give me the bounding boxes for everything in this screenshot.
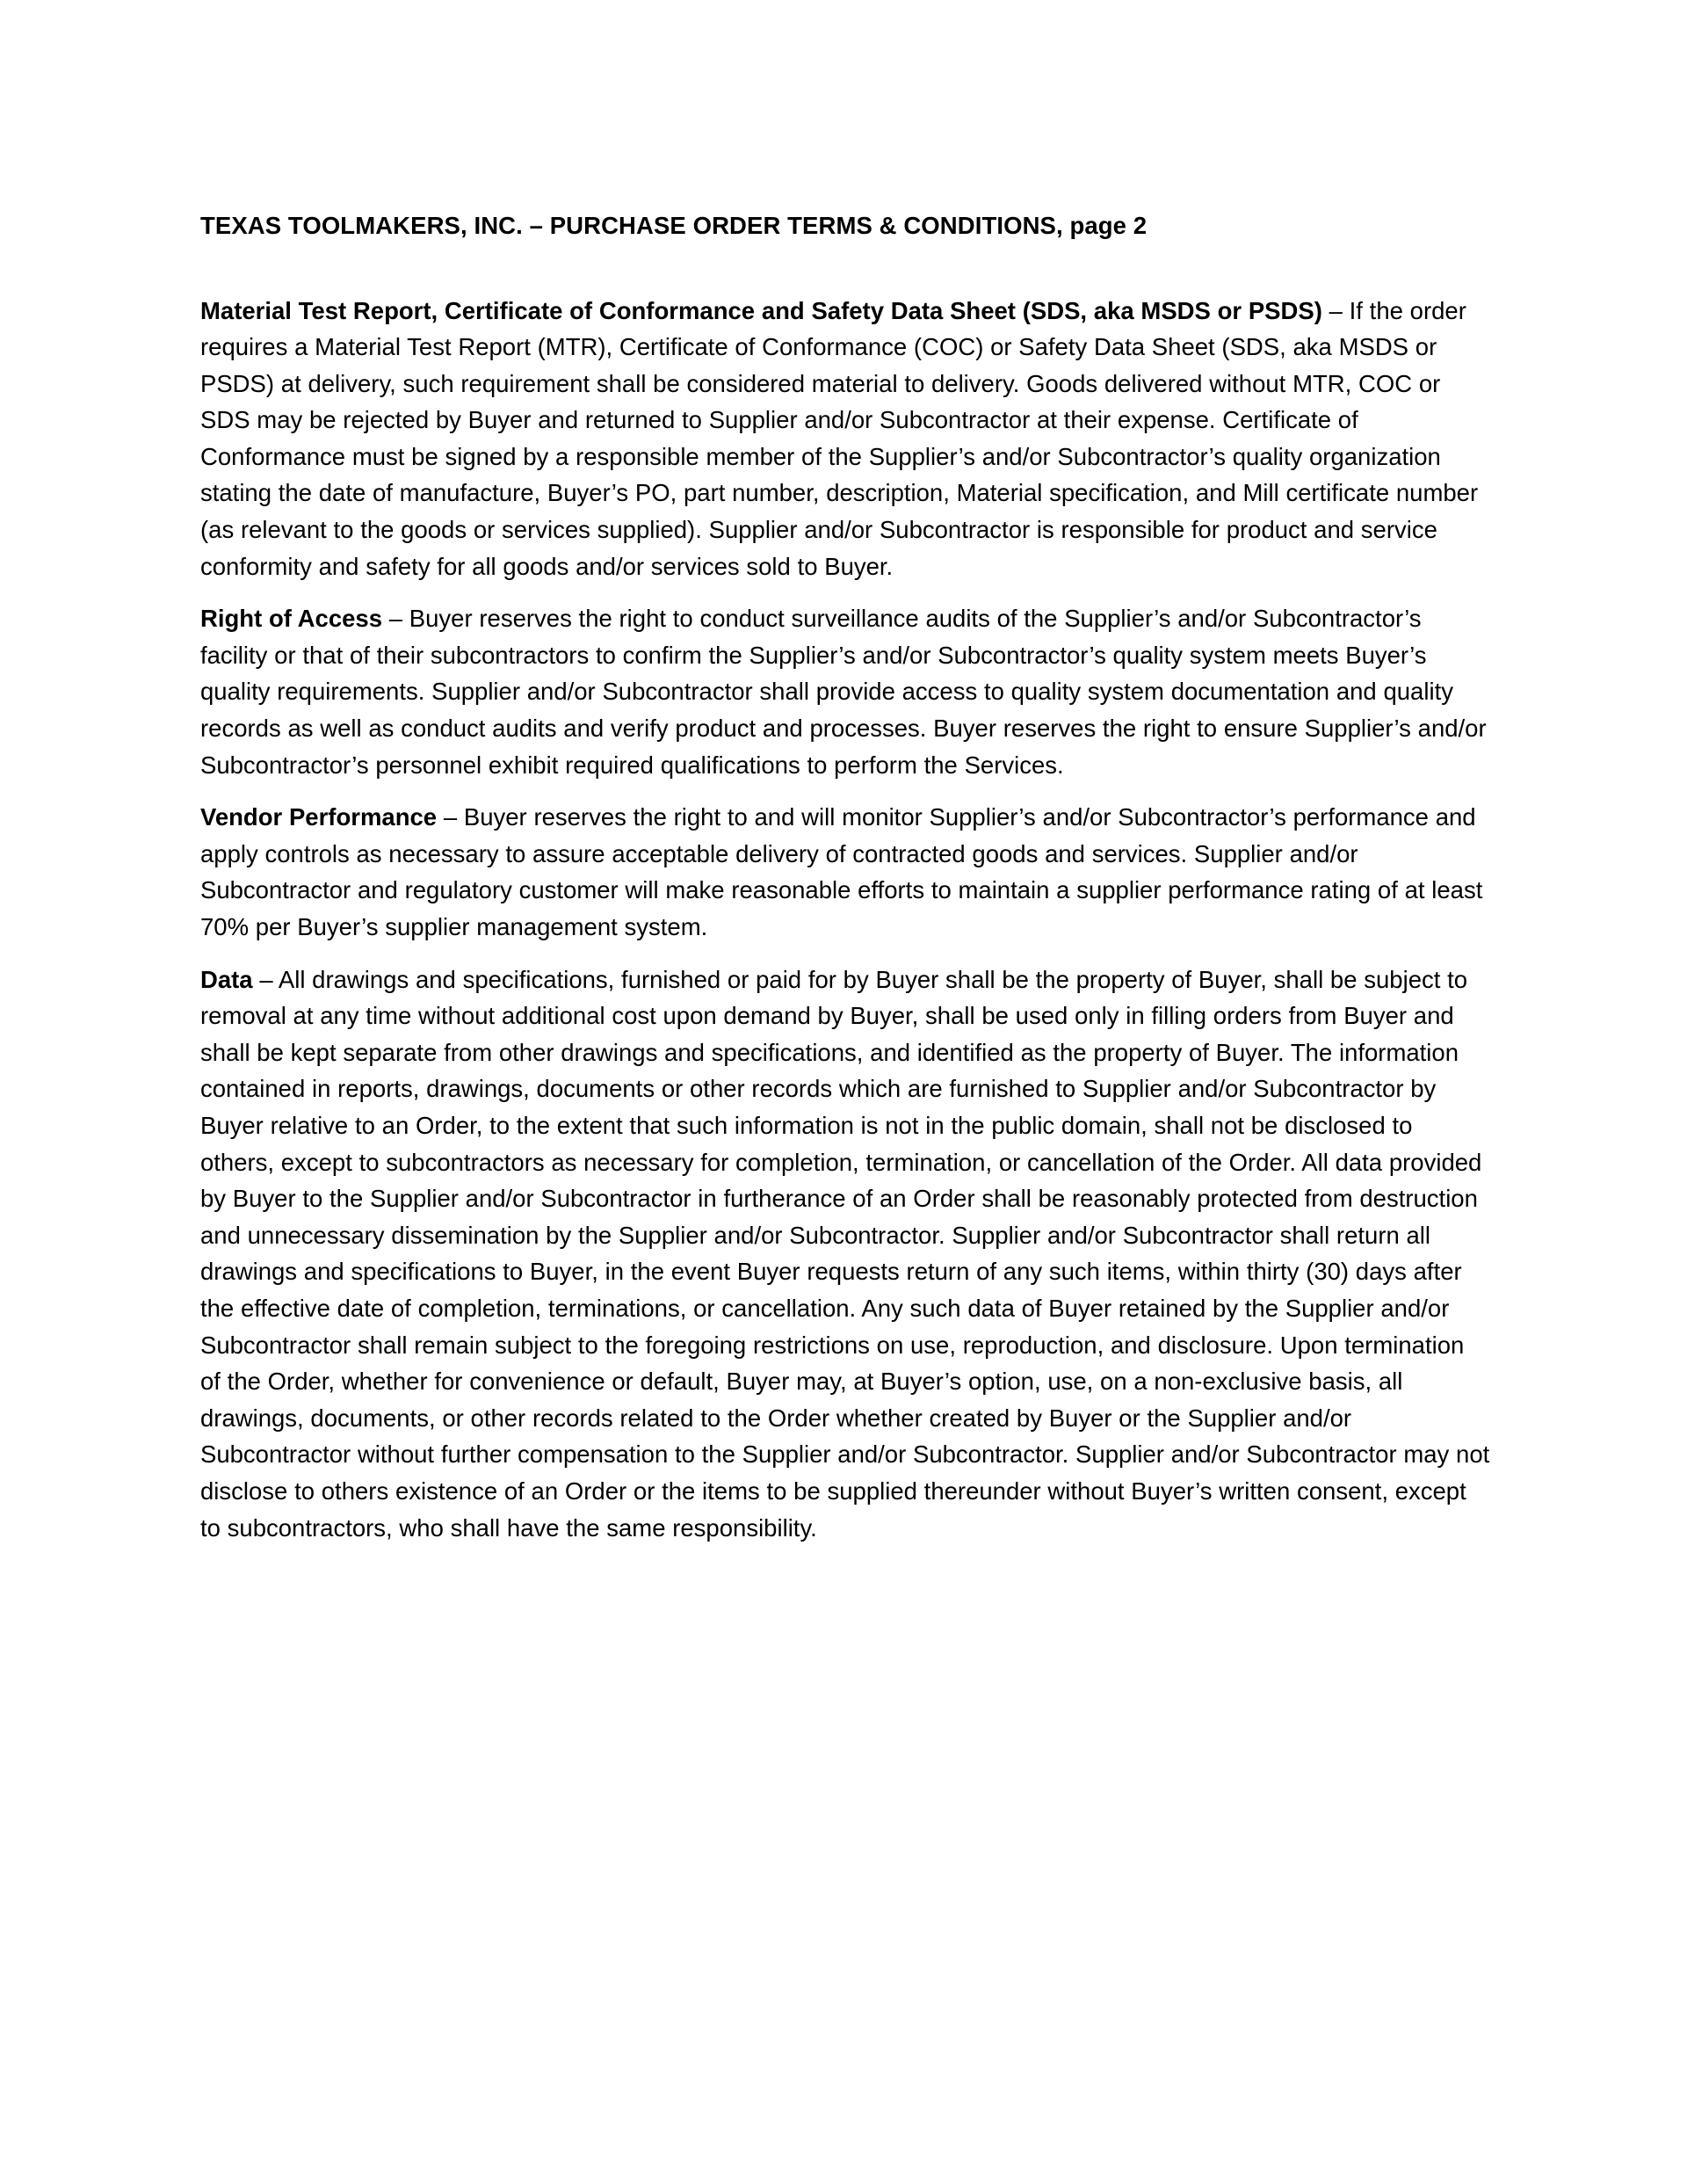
clause-text-right-of-access: – Buyer reserves the right to conduct surveillance audits of the Supplier’s and/or Subcontractor’s facility or that of their subcontractors to confirm the Supplier’s and/or Subcontractor’s quality system meets Buyer’s quality requirements. Supplier and/or Subcontractor shall provide access to quality system documentation and quality records as well as conduct audits and verify product and processes. Buyer reserves the right to ensure Supplier’s and/or Subcontractor’s personnel exhibit required qualifications to perform the Services. xyxy=(200,605,1487,779)
document-content xyxy=(200,207,1490,1546)
clause-text-vendor-performance: – Buyer reserves the right to and will monitor Supplier’s and/or Subcontractor’s performance and apply controls as necessary to assure acceptable delivery of contracted goods and services. Supplier and/or Subcontractor and regulatory customer will make reasonable efforts to maintain a supplier performance rating of at least 70% per Buyer’s supplier management system. xyxy=(200,803,1483,940)
clause-heading-vendor-performance: Vendor Performance xyxy=(200,803,438,831)
clause-heading-right-of-access: Right of Access xyxy=(200,605,383,633)
clause-material-test-report xyxy=(200,293,1490,585)
clause-heading-material-test-report: Material Test Report, Certificate of Conformance and Safety Data Sheet (SDS, aka MSDS or PSDS) xyxy=(200,296,1322,324)
terms-body xyxy=(200,293,1490,1547)
clause-text-data: – All drawings and specifications, furnished or paid for by Buyer shall be the property of Buyer, shall be subject to removal at any time without additional cost upon demand by Buyer, shall be used only in filling orders from Buyer and shall be kept separate from other drawings and specifications, and identified as the property of Buyer. The information contained in reports, drawings, documents or other records which are furnished to Supplier and/or Subcontractor by Buyer relative to an Order, to the extent that such information is not in the public domain, shall not be disclosed to others, except to subcontractors as necessary for completion, termination, or cancellation of the Order. All data provided by Buyer to the Supplier and/or Subcontractor in furtherance of an Order shall be reasonably protected from destruction and unnecessary dissemination by the Supplier and/or Subcontractor. Supplier and/or Subcontractor shall return all drawings and specifications to Buyer, in the event Buyer requests return of any such items, within thirty (30) days after the effective date of completion, terminations, or cancellation. Any such data of Buyer retained by the Supplier and/or Subcontractor shall remain subject to the foregoing restrictions on use, reproduction, and disclosure. Upon termination of the Order, whether for convenience or default, Buyer may, at Buyer’s option, use, on a non-exclusive basis, all drawings, documents, or other records related to the Order whether created by Buyer or the Supplier and/or Subcontractor without further compensation to the Supplier and/or Subcontractor. Supplier and/or Subcontractor may not disclose to others existence of an Order or the items to be supplied thereunder without Buyer’s written consent, except to subcontractors, who shall have the same responsibility. xyxy=(200,965,1490,1542)
clause-right-of-access xyxy=(200,600,1490,783)
clause-text-material-test-report: – If the order requires a Material Test Report (MTR), Certificate of Conformance (COC) or Safety Data Sheet (SDS, aka MSDS or PSDS) at delivery, such requirement shall be considered material to delivery. Goods delivered without MTR, COC or SDS may be rejected by Buyer and returned to Supplier and/or Subcontractor at their expense. Certificate of Conformance must be signed by a responsible member of the Supplier’s and/or Subcontractor’s quality organization stating the date of manufacture, Buyer’s PO, part number, description, Material specification, and Mill certificate number (as relevant to the goods or services supplied). Supplier and/or Subcontractor is responsible for product and service conformity and safety for all goods and/or services sold to Buyer. xyxy=(200,296,1479,580)
page-title: TEXAS TOOLMAKERS, INC. – PURCHASE ORDER TERMS & CONDITIONS, page 2 xyxy=(200,212,1148,239)
clause-data xyxy=(200,961,1490,1547)
clause-heading-data: Data xyxy=(200,965,253,993)
clause-vendor-performance xyxy=(200,799,1490,945)
